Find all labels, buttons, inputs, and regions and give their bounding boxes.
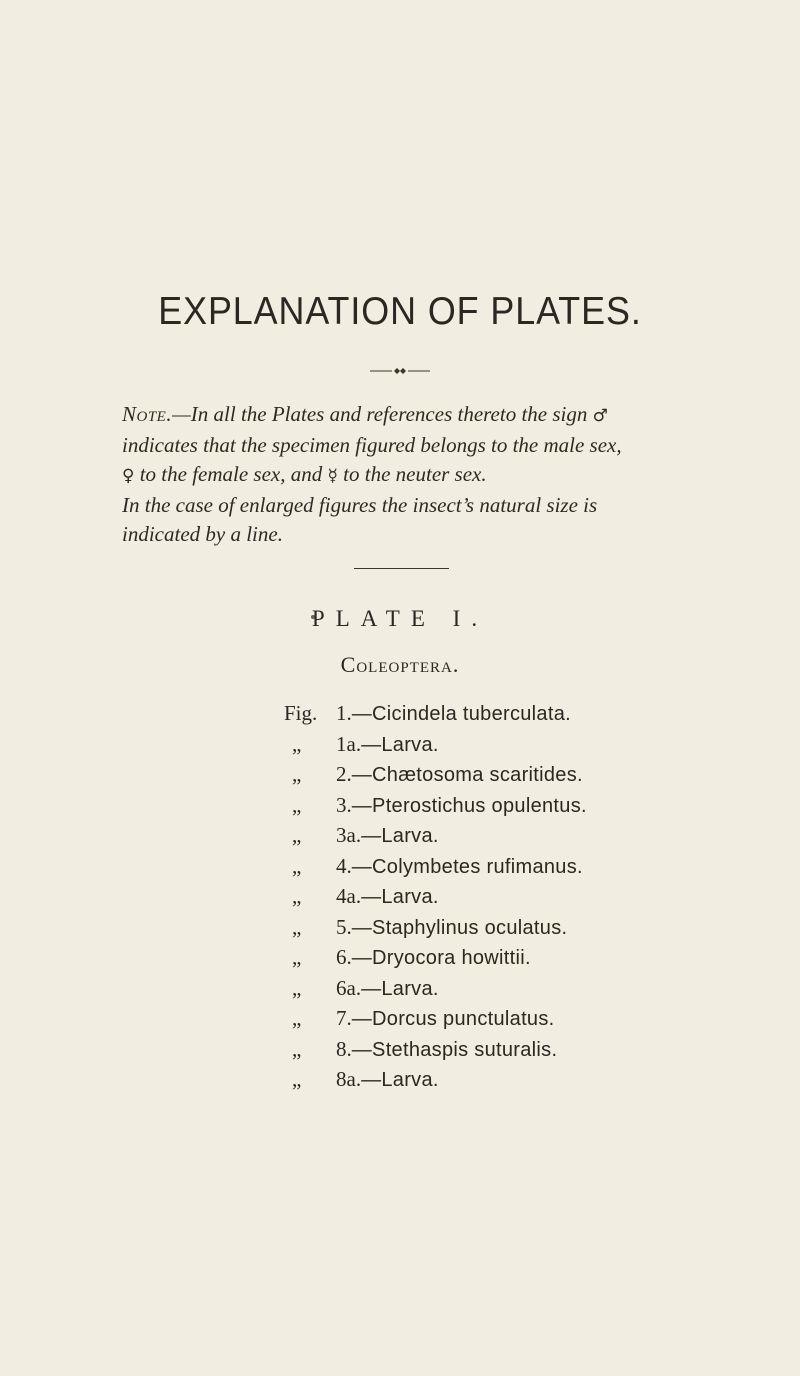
figure-list-item <box>0 942 800 973</box>
note-line-3-mid: to the female sex, and <box>134 462 328 486</box>
figure-list-item <box>0 698 800 729</box>
figure-number: 2. <box>336 762 352 786</box>
figure-description: —Staphylinus oculatus. <box>351 916 568 939</box>
ditto-mark: „ <box>292 1036 302 1061</box>
section-rule <box>354 568 449 569</box>
plate-heading: PLATE I. <box>311 606 489 631</box>
figure-number: 6. <box>336 945 352 969</box>
figure-description: —Stethaspis suturalis. <box>351 1038 558 1061</box>
figure-list-item <box>0 912 800 943</box>
figure-caption <box>336 912 567 943</box>
ditto-mark: „ <box>292 945 302 969</box>
figure-number: 8a. <box>336 1067 362 1091</box>
figure-description: —Larva. <box>361 1069 439 1091</box>
note-line-1-text: —In all the Plates and references thereto the sign <box>172 402 588 426</box>
ditto-mark: „ <box>292 975 302 1000</box>
figure-caption <box>336 729 439 760</box>
figure-description: —Colymbetes rufimanus. <box>351 855 583 878</box>
figure-caption <box>336 820 439 851</box>
figure-list-item <box>0 1064 800 1095</box>
ditto-mark: „ <box>292 823 302 847</box>
figure-number: 4. <box>336 853 352 878</box>
figure-list-item <box>0 881 800 912</box>
figure-number: 7. <box>336 1006 352 1030</box>
figure-caption <box>336 851 583 882</box>
figure-caption <box>336 759 583 790</box>
figure-list-item <box>0 973 800 1004</box>
ditto-mark: „ <box>292 1067 302 1091</box>
figure-number: 3a. <box>336 823 362 847</box>
ornament-divider <box>370 366 430 376</box>
figure-description: —Dryocora howittii. <box>351 947 531 969</box>
note-line-3 <box>122 460 742 491</box>
female-sign-icon: ♀ <box>122 466 135 486</box>
figure-caption <box>336 942 531 973</box>
neuter-sign-icon: ☿ <box>327 466 338 486</box>
figure-description: —Larva. <box>361 733 439 756</box>
figure-list-item <box>0 790 800 821</box>
figure-description: —Larva. <box>361 977 439 1000</box>
figure-description: —Cicindela tuberculata. <box>351 703 571 725</box>
figure-caption <box>336 698 571 729</box>
figure-caption <box>336 881 439 912</box>
figure-number: 5. <box>336 914 352 939</box>
figure-list-item <box>0 1034 800 1065</box>
figure-caption <box>336 1034 557 1065</box>
figure-description: —Larva. <box>361 825 439 847</box>
figure-number: 1. <box>336 701 352 725</box>
ditto-mark: „ <box>292 731 302 756</box>
figure-number: 1a. <box>336 731 362 756</box>
figure-description: —Dorcus punctulatus. <box>351 1008 555 1030</box>
figure-list <box>0 698 800 1095</box>
figure-caption <box>336 1003 555 1034</box>
fig-label: Fig. <box>284 701 318 725</box>
figure-number: 4a. <box>336 884 362 908</box>
note-paragraph <box>122 400 742 549</box>
figure-description: —Larva. <box>361 886 439 908</box>
figure-list-item <box>0 851 800 882</box>
figure-list-item <box>0 820 800 851</box>
order-heading: Coleoptera. <box>340 652 460 677</box>
ditto-mark: „ <box>292 1006 302 1030</box>
figure-caption <box>336 973 439 1004</box>
figure-list-item <box>0 729 800 760</box>
figure-caption <box>336 1064 439 1095</box>
ditto-mark: „ <box>292 884 302 908</box>
figure-description: —Chætosoma scaritides. <box>351 764 583 786</box>
ditto-mark: „ <box>292 762 302 786</box>
figure-list-item <box>0 759 800 790</box>
ditto-mark: „ <box>292 914 302 939</box>
figure-description: —Pterostichus opulentus. <box>351 794 587 817</box>
figure-caption <box>336 790 587 821</box>
figure-list-item <box>0 1003 800 1034</box>
page-title: EXPLANATION OF PLATES. <box>158 290 642 333</box>
figure-number: 6a. <box>336 975 362 1000</box>
figure-number: 3. <box>336 792 352 817</box>
note-lead: Note. <box>122 402 173 426</box>
figure-number: 8. <box>336 1036 352 1061</box>
note-line-3-end: to the neuter sex. <box>337 462 487 486</box>
note-line-5: indicated by a line. <box>122 522 283 546</box>
note-line-4: In the case of enlarged figures the insect’s natural size is <box>122 493 598 517</box>
male-sign-icon: ♂ <box>592 406 608 426</box>
note-line-2: indicates that the specimen figured belongs to the male sex, <box>122 433 622 457</box>
note-line-1 <box>122 400 742 431</box>
ditto-mark: „ <box>292 853 302 878</box>
ditto-mark: „ <box>292 792 302 817</box>
